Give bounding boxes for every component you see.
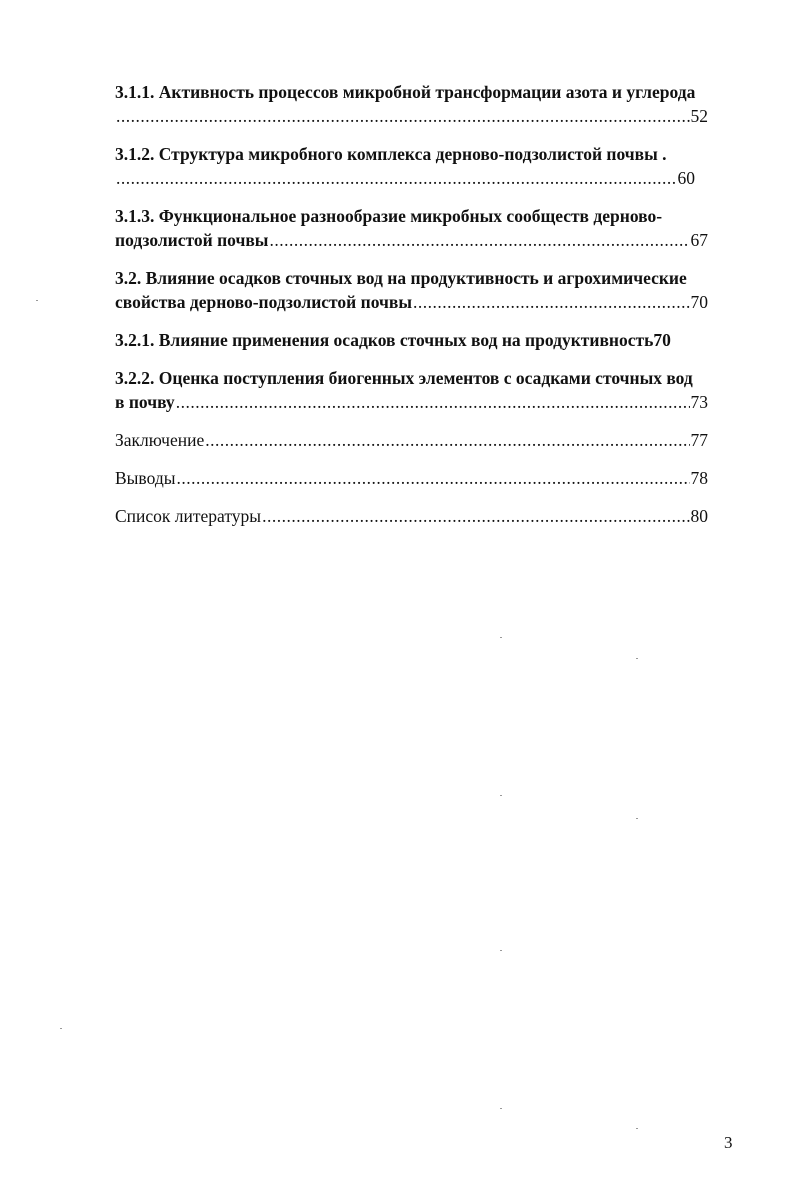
toc-leader-line [115, 166, 695, 190]
dot-leader [269, 228, 689, 252]
toc-page-number: 70 [690, 292, 708, 312]
toc-page-number: 60 [677, 168, 695, 188]
scan-speck [500, 795, 502, 796]
toc-entry-title: 3.2.1. Влияние применения осадков сточных вод на продуктивность70 [115, 330, 671, 350]
toc-page-number: 73 [690, 392, 708, 412]
dot-leader [205, 428, 689, 452]
toc-entry-title: Заключение [115, 430, 205, 450]
toc-entry-title: Список литературы [115, 506, 262, 526]
scan-speck [636, 658, 638, 659]
toc-entry-3-1-1 [115, 80, 740, 128]
toc-leader-line [115, 228, 708, 252]
toc-page-number: 78 [690, 468, 708, 488]
toc-entry-title-cont: подзолистой почвы [115, 230, 269, 250]
toc-entry-conclusion [115, 428, 740, 452]
toc-entry-3-1-2 [115, 142, 740, 190]
page-number: 3 [724, 1133, 733, 1152]
toc-entry-title: 3.1.2. Структура микробного комплекса дерново-подзолистой почвы . [115, 144, 667, 164]
toc-leader-line [115, 504, 708, 528]
toc-page-number: 52 [690, 106, 708, 126]
dot-leader [176, 466, 689, 490]
dot-leader [413, 290, 690, 314]
toc-entry-references [115, 504, 740, 528]
toc-entry-title: 3.2. Влияние осадков сточных вод на продуктивность и агрохимические [115, 268, 687, 288]
dot-leader [262, 504, 689, 528]
scan-speck [636, 1128, 638, 1129]
toc-entry-findings [115, 466, 740, 490]
dot-leader [116, 166, 677, 190]
scan-speck [500, 637, 502, 638]
toc-page-number: 77 [690, 430, 708, 450]
toc-leader-line [115, 390, 708, 414]
scan-speck [500, 950, 502, 951]
scan-speck [500, 1108, 502, 1109]
toc-entry-title-cont: свойства дерново-подзолистой почвы [115, 292, 412, 312]
scan-speck [60, 1028, 62, 1029]
toc-leader-line [115, 466, 708, 490]
toc-entry-title: 3.1.1. Активность процессов микробной трансформации азота и углерода [115, 82, 696, 102]
toc-page-number: 70 [653, 330, 671, 350]
toc-entry-3-2-2 [115, 366, 740, 414]
toc-leader-line [115, 428, 708, 452]
table-of-contents [115, 80, 740, 542]
toc-entry-3-2 [115, 266, 740, 314]
scan-speck [36, 300, 38, 301]
dot-leader [116, 104, 690, 128]
toc-leader-line [115, 104, 708, 128]
dot-leader [176, 390, 690, 414]
toc-entry-title: 3.1.3. Функциональное разнообразие микробных сообществ дерново- [115, 206, 663, 226]
toc-entry-3-1-3 [115, 204, 740, 252]
toc-entry-title-cont: в почву [115, 392, 175, 412]
scan-speck [636, 818, 638, 819]
toc-entry-title: Выводы [115, 468, 176, 488]
toc-entry-3-2-1 [115, 328, 740, 352]
toc-page-number: 80 [690, 506, 708, 526]
toc-page-number: 67 [690, 230, 708, 250]
toc-leader-line [115, 290, 708, 314]
toc-entry-title: 3.2.2. Оценка поступления биогенных элементов с осадками сточных вод [115, 368, 693, 388]
